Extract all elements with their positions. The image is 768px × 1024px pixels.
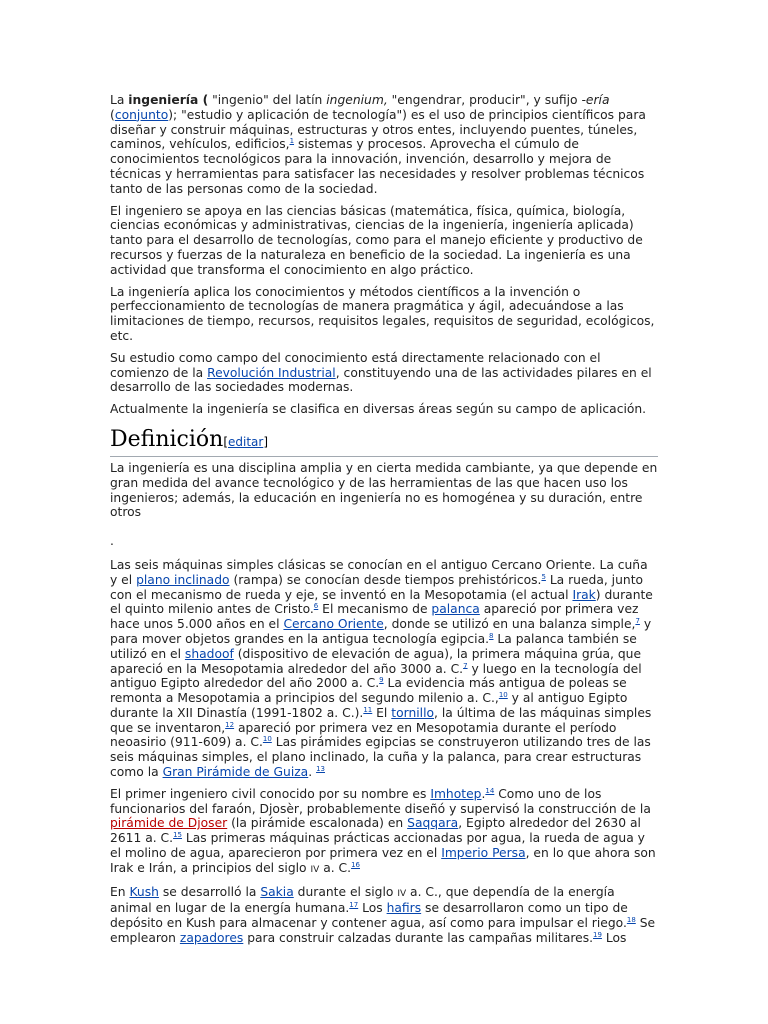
link-tornillo[interactable]: tornillo <box>391 705 435 720</box>
article-body <box>110 93 658 953</box>
latin-word: ingenium, <box>326 93 388 107</box>
link-conjunto[interactable]: conjunto <box>114 107 169 122</box>
ref-1: 1 <box>289 137 295 146</box>
term-bold: ingeniería ( <box>128 93 209 107</box>
ref-10: 10 <box>498 691 508 699</box>
link-hafirs[interactable]: hafirs <box>386 901 422 916</box>
edit-link[interactable]: editar <box>228 434 264 449</box>
text: sistemas y procesos. Aprovecha el cúmulo de conocimientos tecnológicos para la innovación, invención, desarrollo y mejora de técnicas y herramientas para satisfacer las necesidades y resolver problemas técnicos tanto de las personas como de la sociedad. <box>110 137 645 196</box>
ref-5: 5 <box>541 572 546 581</box>
intro-paragraph-3: La ingeniería aplica los conocimientos y métodos científicos a la invención o perfeccionamiento de tecnologías de manera pragmática y ágil, adecuándose a las limitaciones de tiempo, recursos, requisitos legales, requisitos de seguridad, ecológicos, etc. <box>110 284 655 343</box>
link-irak[interactable]: Irak <box>572 587 596 602</box>
section-title: Definición <box>110 426 224 452</box>
suffix-word: -ería <box>581 93 610 107</box>
text: ( <box>110 107 115 122</box>
ref-9: 9 <box>379 676 384 685</box>
link-imperio-persa[interactable]: Imperio Persa <box>441 846 526 861</box>
intro-paragraph-1 <box>110 93 658 197</box>
text: La <box>110 93 129 107</box>
link-imhotep[interactable]: Imhotep <box>430 786 482 801</box>
intro-paragraph-5: Actualmente la ingeniería se clasifica en diversas áreas según su campo de aplicación. <box>110 402 647 417</box>
link-cercano-oriente[interactable]: Cercano Oriente <box>283 617 384 632</box>
ref-7: 7 <box>635 617 640 626</box>
ref-6: 6 <box>313 602 319 611</box>
definition-paragraph-1: La ingeniería es una disciplina amplia y en cierta medida cambiante, ya que depende en gran medida del avance tecnológico y de las herramientas de las que hacen uso los ingenieros; además, la educación en ingeniería no es homogénea y su duración, entre otros <box>110 460 658 520</box>
link-zapadores[interactable]: zapadores <box>179 931 244 946</box>
link-plano-inclinado[interactable]: plano inclinado <box>136 572 230 587</box>
ref-14: 14 <box>485 786 495 795</box>
definition-paragraph-3: El primer ingeniero civil conocido por su nombre es Imhotep.$^{14}$ Como uno de los funcionarios del faraón, Djosèr, probablemente diseñó y supervisó la construcción de la pirámide de Djoser (la pirámide escalonada) en Saqqara, Egipto alrededor del 2630 al 2611 a. C.$^{15}$ Las primeras máquinas prácticas accionadas por agua, la rueda de agua y el molino de agua, aparecieron por primera vez en el Imperio Persa, en lo que ahora son Irak e Irán, a principios del siglo IV a. C.$^{16}$ <box>110 786 656 875</box>
ref-10b: 10 <box>262 735 272 744</box>
link-sakia[interactable]: Sakia <box>260 884 294 899</box>
link-revolucion-industrial[interactable]: Revolución Industrial <box>207 365 336 380</box>
ref-17: 17 <box>349 901 359 910</box>
link-shadoof[interactable]: shadoof <box>184 646 234 661</box>
ref-13: 13 <box>316 764 325 773</box>
roman-numeral: IV <box>310 864 320 875</box>
text: "engendrar, producir", y sufijo <box>387 93 582 107</box>
link-saqqara[interactable]: Saqqara <box>407 816 459 831</box>
ref-11: 11 <box>363 705 373 714</box>
link-kush[interactable]: Kush <box>129 884 159 899</box>
ref-19: 19 <box>593 930 602 939</box>
roman-numeral: IV <box>397 888 407 899</box>
ref-7b: 7 <box>463 661 468 670</box>
definition-paragraph-4: En Kush se desarrolló la Sakia durante el siglo IV a. C., que dependía de la energía animal en lugar de la energía humana.$^{17}$ Los hafirs se desarrollaron como un tipo de depósito en Kush para almacenar y contener agua, así como para impulsar el riego.$^{18}$ Se emplearon zapadores para construir calzadas durante las campañas militares.$^{19}$ Los <box>110 884 656 946</box>
link-gran-piramide[interactable]: Gran Pirámide de Guiza <box>162 765 309 780</box>
dot-paragraph: . <box>110 534 114 549</box>
text: , constituyendo una de las actividades pilares en el desarrollo de las sociedades modernas. <box>110 365 652 395</box>
text: ); "estudio y aplicación de tecnología") es el uso de principios científicos para diseñar y construir máquinas, estructuras y otros entes, incluyendo puentes, túneles, caminos, vehículos, edificios, <box>110 107 646 152</box>
intro-paragraph-4 <box>110 351 658 395</box>
definition-paragraph-2: Las seis máquinas simples clásicas se conocían en el antiguo Cercano Oriente. La cuña y el plano inclinado (rampa) se conocían desde tiempos prehistóricos.$^5$ La rueda, junto con el mecanismo de rueda y eje, se inventó en la Mesopotamia (el actual Irak) durante el quinto milenio antes de Cristo.$^6$ El mecanismo de palanca apareció por primera vez hace unos 5.000 años en el Cercano Oriente, donde se utilizó en una balanza simple,$^7$ y para mover objetos grandes en la antigua tecnología egipcia.$^8$ La palanca también se utilizó en el shadoof (dispositivo de elevación de agua), la primera máquina grúa, que apareció en la Mesopotamia alrededor del año 3000 a. C.$^7$ y luego en la tecnología del antiguo Egipto alrededor del año 2000 a. C.$^9$ La evidencia más antigua de poleas se remonta a Mesopotamia a principios del segundo milenio a. C.,$^{10}$ y al antiguo Egipto durante la XII Dinastía (1991-1802 a. C.).$^{11}$ El tornillo, la última de las máquinas simples que se inventaron,$^{12}$ apareció por primera vez en Mesopotamia durante el período neoasirio (911-609) a. C.$^{10}$ Las pirámides egipcias se construyeron utilizando tres de las seis máquinas simples, el plano inclinado, la cuña y la palanca, para crear estructuras como la Gran Pirámide de Guiza. $^{13}$ <box>110 557 653 780</box>
edit-section: [editar] <box>223 434 269 449</box>
link-palanca[interactable]: palanca <box>431 602 480 617</box>
text: Su estudio como campo del conocimiento está directamente relacionado con el comienzo de la <box>110 350 601 380</box>
ref-16: 16 <box>351 860 360 869</box>
section-heading <box>110 427 658 457</box>
ref-18: 18 <box>626 916 636 925</box>
ref-8: 8 <box>489 631 494 640</box>
text: "ingenio" del latín <box>208 93 327 107</box>
ref-12: 12 <box>225 720 235 729</box>
intro-paragraph-2: El ingeniero se apoya en las ciencias básicas (matemática, física, química, biología, ciencias económicas y administrativas, ciencias de la ingeniería, ingeniería aplicada) tanto para el desarrollo de tecnologías, como para el manejo eficiente y productivo de recursos y fuerzas de la naturaleza en beneficio de la sociedad. La ingeniería es una actividad que transforma el conocimiento en algo práctico. <box>110 203 643 277</box>
link-piramide-djoser[interactable]: pirámide de Djoser <box>110 816 228 831</box>
ref-15: 15 <box>173 831 182 840</box>
